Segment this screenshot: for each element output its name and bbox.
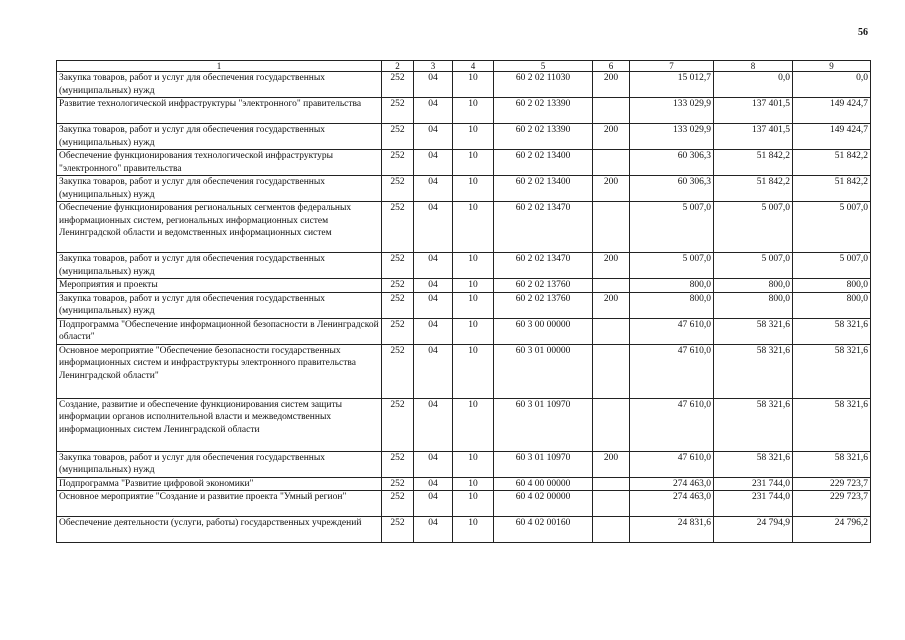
target-article-cell: 60 3 01 10970 [494,451,593,477]
section-cell: 04 [414,477,453,491]
row-name-cell: Подпрограмма "Обеспечение информационной безопасности в Ленинградской области" [57,318,382,344]
row-name-cell: Основное мероприятие "Создание и развитие проекта "Умный регион" [57,491,382,517]
amount-year3-cell: 149 424,7 [793,124,871,150]
amount-year2-cell: 231 744,0 [714,491,793,517]
row-name-cell: Закупка товаров, работ и услуг для обеспечения государственных (муниципальных) нужд [57,253,382,279]
header-cell: 7 [630,61,714,72]
expense-type-cell: 200 [593,124,630,150]
table-row [57,517,871,543]
section-cell: 04 [414,124,453,150]
amount-year3-cell: 5 007,0 [793,253,871,279]
admin-code-cell: 252 [382,451,414,477]
subsection-cell: 10 [453,451,494,477]
section-cell: 04 [414,398,453,451]
header-cell: 5 [494,61,593,72]
subsection-cell: 10 [453,398,494,451]
amount-year2-cell: 5 007,0 [714,253,793,279]
target-article-cell: 60 2 02 13470 [494,253,593,279]
section-cell: 04 [414,72,453,98]
section-cell: 04 [414,150,453,176]
amount-year3-cell: 58 321,6 [793,451,871,477]
expense-type-cell [593,491,630,517]
row-name-cell: Развитие технологической инфраструктуры "электронного" правительства [57,98,382,124]
table-row [57,398,871,451]
expense-type-cell [593,344,630,398]
target-article-cell: 60 2 02 13390 [494,98,593,124]
admin-code-cell: 252 [382,72,414,98]
section-cell: 04 [414,253,453,279]
amount-year2-cell: 58 321,6 [714,398,793,451]
amount-year2-cell: 137 401,5 [714,124,793,150]
admin-code-cell: 252 [382,202,414,253]
header-cell: 1 [57,61,382,72]
amount-year1-cell: 800,0 [630,292,714,318]
subsection-cell: 10 [453,279,494,293]
row-name-cell: Обеспечение функционирования региональных сегментов федеральных информационных систем, региональных информационных систем Ленинградской области и ведомственных информационных систем [57,202,382,253]
amount-year3-cell: 5 007,0 [793,202,871,253]
target-article-cell: 60 3 01 00000 [494,344,593,398]
subsection-cell: 10 [453,150,494,176]
amount-year3-cell: 58 321,6 [793,318,871,344]
table-row [57,451,871,477]
target-article-cell: 60 2 02 13400 [494,150,593,176]
amount-year1-cell: 60 306,3 [630,176,714,202]
expense-type-cell: 200 [593,253,630,279]
admin-code-cell: 252 [382,318,414,344]
admin-code-cell: 252 [382,517,414,543]
target-article-cell: 60 4 00 00000 [494,477,593,491]
amount-year1-cell: 133 029,9 [630,98,714,124]
expense-type-cell [593,318,630,344]
table-row [57,292,871,318]
admin-code-cell: 252 [382,176,414,202]
amount-year1-cell: 24 831,6 [630,517,714,543]
table-row [57,318,871,344]
section-cell: 04 [414,344,453,398]
target-article-cell: 60 2 02 13470 [494,202,593,253]
subsection-cell: 10 [453,344,494,398]
amount-year1-cell: 47 610,0 [630,451,714,477]
row-name-cell: Мероприятия и проекты [57,279,382,293]
table-row [57,477,871,491]
table-row [57,72,871,98]
admin-code-cell: 252 [382,292,414,318]
table-row [57,253,871,279]
expense-type-cell [593,477,630,491]
subsection-cell: 10 [453,72,494,98]
amount-year2-cell: 5 007,0 [714,202,793,253]
target-article-cell: 60 2 02 13760 [494,279,593,293]
table-row [57,98,871,124]
amount-year3-cell: 51 842,2 [793,150,871,176]
amount-year1-cell: 47 610,0 [630,398,714,451]
admin-code-cell: 252 [382,398,414,451]
admin-code-cell: 252 [382,477,414,491]
amount-year1-cell: 47 610,0 [630,318,714,344]
amount-year2-cell: 231 744,0 [714,477,793,491]
subsection-cell: 10 [453,491,494,517]
subsection-cell: 10 [453,98,494,124]
expense-type-cell [593,98,630,124]
header-cell: 6 [593,61,630,72]
header-cell: 4 [453,61,494,72]
header-cell: 8 [714,61,793,72]
admin-code-cell: 252 [382,124,414,150]
admin-code-cell: 252 [382,150,414,176]
target-article-cell: 60 2 02 13400 [494,176,593,202]
amount-year2-cell: 58 321,6 [714,451,793,477]
amount-year1-cell: 5 007,0 [630,253,714,279]
amount-year2-cell: 51 842,2 [714,176,793,202]
target-article-cell: 60 3 01 10970 [494,398,593,451]
expense-type-cell [593,150,630,176]
expense-type-cell: 200 [593,72,630,98]
target-article-cell: 60 3 00 00000 [494,318,593,344]
amount-year3-cell: 800,0 [793,279,871,293]
amount-year3-cell: 149 424,7 [793,98,871,124]
admin-code-cell: 252 [382,98,414,124]
amount-year2-cell: 58 321,6 [714,318,793,344]
subsection-cell: 10 [453,253,494,279]
admin-code-cell: 252 [382,344,414,398]
page-number: 56 [858,27,868,38]
admin-code-cell: 252 [382,279,414,293]
table-row [57,202,871,253]
row-name-cell: Создание, развитие и обеспечение функционирования систем защиты информации органов исполнительной власти и межведомственных информационных систем Ленинградской области [57,398,382,451]
subsection-cell: 10 [453,292,494,318]
amount-year2-cell: 137 401,5 [714,98,793,124]
subsection-cell: 10 [453,202,494,253]
row-name-cell: Закупка товаров, работ и услуг для обеспечения государственных (муниципальных) нужд [57,451,382,477]
row-name-cell: Обеспечение функционирования технологической инфраструктуры "электронного" правительства [57,150,382,176]
expense-type-cell: 200 [593,292,630,318]
amount-year2-cell: 0,0 [714,72,793,98]
section-cell: 04 [414,279,453,293]
amount-year1-cell: 47 610,0 [630,344,714,398]
section-cell: 04 [414,202,453,253]
table-row [57,279,871,293]
amount-year1-cell: 133 029,9 [630,124,714,150]
amount-year3-cell: 58 321,6 [793,344,871,398]
header-cell: 2 [382,61,414,72]
amount-year1-cell: 274 463,0 [630,477,714,491]
header-cell: 9 [793,61,871,72]
table-header-row [57,61,871,72]
amount-year3-cell: 0,0 [793,72,871,98]
table-row [57,344,871,398]
admin-code-cell: 252 [382,253,414,279]
target-article-cell: 60 2 02 13760 [494,292,593,318]
amount-year3-cell: 800,0 [793,292,871,318]
amount-year3-cell: 51 842,2 [793,176,871,202]
amount-year3-cell: 229 723,7 [793,477,871,491]
table-row [57,491,871,517]
amount-year1-cell: 60 306,3 [630,150,714,176]
section-cell: 04 [414,98,453,124]
section-cell: 04 [414,292,453,318]
row-name-cell: Закупка товаров, работ и услуг для обеспечения государственных (муниципальных) нужд [57,176,382,202]
amount-year1-cell: 800,0 [630,279,714,293]
subsection-cell: 10 [453,517,494,543]
table-row [57,124,871,150]
amount-year1-cell: 274 463,0 [630,491,714,517]
row-name-cell: Закупка товаров, работ и услуг для обеспечения государственных (муниципальных) нужд [57,292,382,318]
table-row [57,150,871,176]
target-article-cell: 60 4 02 00160 [494,517,593,543]
amount-year2-cell: 800,0 [714,292,793,318]
section-cell: 04 [414,451,453,477]
budget-table [56,60,871,543]
table-row [57,176,871,202]
subsection-cell: 10 [453,124,494,150]
row-name-cell: Подпрограмма "Развитие цифровой экономики" [57,477,382,491]
section-cell: 04 [414,318,453,344]
amount-year2-cell: 58 321,6 [714,344,793,398]
target-article-cell: 60 4 02 00000 [494,491,593,517]
admin-code-cell: 252 [382,491,414,517]
amount-year2-cell: 24 794,9 [714,517,793,543]
row-name-cell: Закупка товаров, работ и услуг для обеспечения государственных (муниципальных) нужд [57,124,382,150]
amount-year2-cell: 800,0 [714,279,793,293]
expense-type-cell [593,279,630,293]
section-cell: 04 [414,491,453,517]
header-cell: 3 [414,61,453,72]
expense-type-cell: 200 [593,451,630,477]
section-cell: 04 [414,517,453,543]
expense-type-cell [593,398,630,451]
amount-year2-cell: 51 842,2 [714,150,793,176]
row-name-cell: Основное мероприятие "Обеспечение безопасности государственных информационных систем и инфраструктуры электронного правительства Ленинградской области" [57,344,382,398]
expense-type-cell [593,202,630,253]
row-name-cell: Обеспечение деятельности (услуги, работы) государственных учреждений [57,517,382,543]
subsection-cell: 10 [453,318,494,344]
subsection-cell: 10 [453,477,494,491]
target-article-cell: 60 2 02 11030 [494,72,593,98]
section-cell: 04 [414,176,453,202]
target-article-cell: 60 2 02 13390 [494,124,593,150]
row-name-cell: Закупка товаров, работ и услуг для обеспечения государственных (муниципальных) нужд [57,72,382,98]
expense-type-cell: 200 [593,176,630,202]
subsection-cell: 10 [453,176,494,202]
amount-year1-cell: 15 012,7 [630,72,714,98]
amount-year3-cell: 58 321,6 [793,398,871,451]
expense-type-cell [593,517,630,543]
amount-year3-cell: 229 723,7 [793,491,871,517]
amount-year3-cell: 24 796,2 [793,517,871,543]
amount-year1-cell: 5 007,0 [630,202,714,253]
